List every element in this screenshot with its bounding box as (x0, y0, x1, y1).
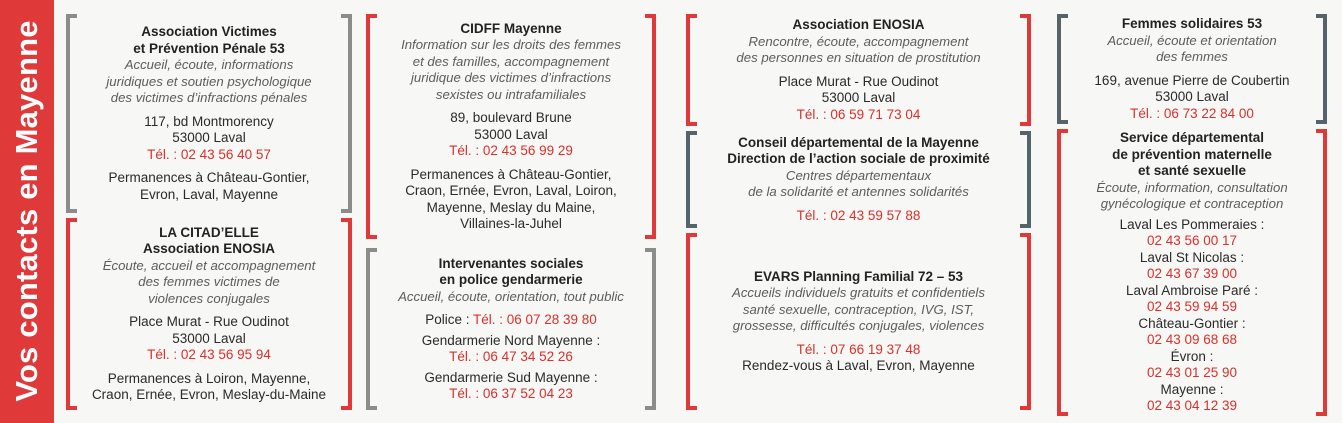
phone-number[interactable]: Tél. : 02 43 56 95 94 (147, 347, 271, 362)
card-description: Centres départementaux (785, 167, 932, 183)
site-label: Château-Gontier : (1138, 315, 1246, 331)
police-label: Police : (425, 312, 473, 327)
card-description: des victimes d’infractions pénales (110, 90, 308, 105)
phone-number[interactable]: Tél. : 02 43 56 40 57 (147, 146, 271, 162)
card-description: Information sur les droits des femmes (401, 37, 621, 52)
address-line: Place Murat - Rue Oudinot (129, 314, 289, 329)
card-description: grossesse, difficultés conjugales, violences (732, 318, 985, 333)
phone-number[interactable]: Tél. : 06 37 52 04 23 (449, 386, 573, 401)
card-pmi (1057, 129, 1327, 416)
card-description: de la solidarité et antennes solidarités (748, 184, 969, 200)
phone-number[interactable]: Tél. : 07 66 19 37 48 (796, 341, 921, 357)
phone-number[interactable]: Tél. : 02 43 59 57 88 (796, 207, 921, 223)
gendarmerie-label: Gendarmerie Sud Mayenne : (424, 369, 598, 385)
sidebar-title: Vos contacts en Mayenne (9, 20, 44, 402)
card-title: et Prévention Pénale 53 (133, 40, 285, 56)
card-title: CIDFF Mayenne (460, 20, 562, 36)
card-title: de prévention maternelle (1112, 146, 1272, 162)
address-line: Place Murat - Rue Oudinot (778, 73, 939, 89)
card-description: santé sexuelle, contraception, IVG, IST, (742, 301, 975, 317)
card-description: juridique des victimes d’infractions (410, 70, 612, 85)
card-title: Service départemental (1119, 130, 1265, 146)
address-line: 53000 Laval (172, 330, 246, 346)
site-label: Mayenne : (1160, 381, 1224, 397)
card-title: Association Victimes (141, 24, 277, 39)
address-line: 89, boulevard Brune (450, 110, 572, 125)
permanences-line: Mayenne, Meslay du Maine, (426, 199, 596, 215)
card-description: Rencontre, écoute, accompagnement (748, 33, 969, 49)
card-description: Accueil, écoute, informations (124, 57, 294, 72)
card-title: Association ENOSIA (142, 241, 276, 256)
address-line: 53000 Laval (1155, 89, 1229, 104)
site-label: Laval Ambroise Paré : (1125, 282, 1259, 298)
permanences-line: Craon, Ernée, Evron, Meslay-du-Maine (91, 387, 327, 402)
card-description: des femmes (1156, 49, 1228, 64)
permanences-line: Craon, Ernée, Evron, Laval, Loiron, (405, 183, 617, 198)
site-label: Laval St Nicolas : (1139, 249, 1245, 265)
card-cidff (366, 14, 656, 239)
phone-number[interactable]: Tél. : 06 07 28 39 80 (472, 312, 597, 327)
police-line (425, 312, 597, 329)
card-description: sexistes ou intrafamiliales (435, 86, 587, 102)
card-title: et santé sexuelle (1137, 163, 1247, 179)
phone-number[interactable]: Tél. : 06 47 34 52 26 (449, 349, 573, 364)
permanences-line: Permanences à Château-Gontier, (108, 170, 310, 185)
phone-number[interactable]: 02 43 67 39 00 (1146, 266, 1238, 282)
card-citadelle (66, 218, 352, 410)
card-title: Intervenantes sociales (438, 255, 584, 271)
site-label: Laval Les Pommeraies : (1119, 216, 1265, 232)
card-description: Écoute, information, consultation (1096, 179, 1288, 195)
address-line: 53000 Laval (821, 90, 896, 105)
card-title: Femmes solidaires 53 (1121, 16, 1263, 31)
phone-number[interactable]: Tél. : 02 43 56 99 29 (449, 143, 573, 158)
card-femmes-solidaires (1057, 14, 1327, 124)
card-evars (686, 233, 1031, 410)
card-title: Association ENOSIA (792, 17, 925, 32)
card-intervenantes (366, 248, 656, 410)
appointments-line: Rendez-vous à Laval, Evron, Mayenne (742, 358, 975, 373)
site-label: Évron : (1170, 348, 1214, 364)
card-title: EVARS Planning Familial 72 – 53 (753, 268, 964, 284)
card-description: gynécologique et contraception (1100, 196, 1284, 212)
card-title: Direction de l’action sociale de proximité (727, 151, 990, 167)
card-enosia (686, 14, 1031, 126)
permanences-line: Villaines-la-Juhel (460, 216, 562, 231)
phone-number[interactable]: 02 43 01 25 90 (1146, 365, 1238, 381)
permanences-line: Evron, Laval, Mayenne (139, 186, 279, 202)
phone-number[interactable]: 02 43 09 68 68 (1146, 332, 1238, 348)
card-description: Écoute, accueil et accompagnement (102, 257, 316, 273)
card-description: juridiques et soutien psychologique (106, 73, 312, 89)
sidebar (0, 0, 54, 423)
address-line: 53000 Laval (474, 126, 548, 142)
card-description: Accueils individuels gratuits et confidentiels (732, 285, 985, 300)
address-line: 169, avenue Pierre de Coubertin (1094, 72, 1290, 88)
phone-number[interactable]: Tél. : 06 59 71 73 04 (796, 106, 921, 122)
phone-number[interactable]: 02 43 59 94 59 (1146, 299, 1238, 315)
card-description: Accueil, écoute et orientation (1107, 32, 1277, 48)
card-title: en police gendarmerie (439, 272, 583, 287)
card-description: Accueil, écoute, orientation, tout public (398, 288, 624, 304)
phone-number[interactable]: 02 43 56 00 17 (1146, 233, 1238, 249)
phone-number[interactable]: Tél. : 06 73 22 84 00 (1130, 105, 1254, 121)
card-title: Conseil départemental de la Mayenne (738, 134, 979, 150)
address-line: 117, bd Montmorency (144, 113, 274, 129)
permanences-line: Permanences à Château-Gontier, (410, 166, 612, 182)
card-description: et des familles, accompagnement (412, 53, 610, 69)
phone-number[interactable]: 02 43 04 12 39 (1146, 398, 1238, 414)
card-title: LA CITAD’ELLE (159, 224, 259, 240)
card-conseil (686, 131, 1031, 228)
card-description: violences conjugales (148, 290, 270, 306)
card-description: des femmes victimes de (138, 274, 280, 289)
card-description: des personnes en situation de prostitution (736, 50, 981, 65)
address-line: 53000 Laval (172, 130, 246, 145)
permanences-line: Permanences à Loiron, Mayenne, (107, 370, 311, 386)
card-avip53 (66, 14, 352, 213)
gendarmerie-label: Gendarmerie Nord Mayenne : (421, 332, 601, 348)
